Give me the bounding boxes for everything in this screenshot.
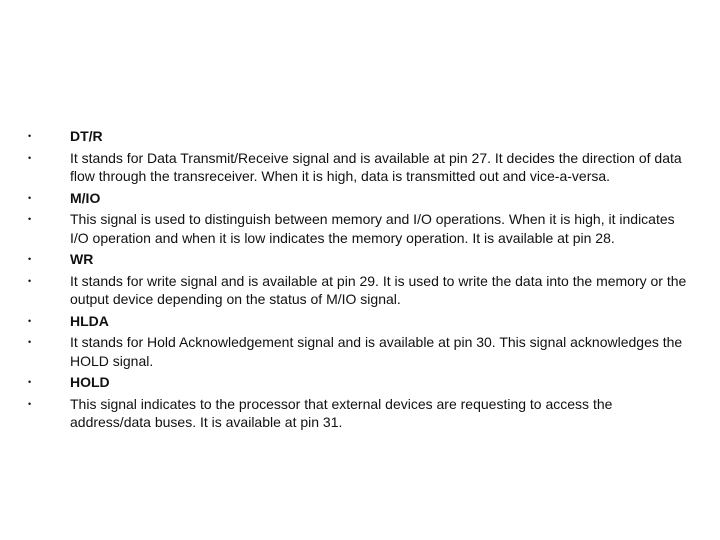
list-item-hlda-heading	[28, 312, 688, 331]
bullet-icon: •	[28, 131, 32, 141]
signal-description-dtr: It stands for Data Transmit/Receive signal and is available at pin 27. It decides the direction of data flow through the transreceiver. When it is high, data is transmitted out and vice-a-versa.	[70, 149, 682, 184]
bullet-icon: •	[28, 377, 32, 387]
bullet-icon: •	[28, 214, 32, 224]
bullet-list	[28, 127, 688, 435]
signal-heading-wr: WR	[70, 251, 94, 267]
bullet-icon: •	[28, 192, 32, 203]
bullet-icon: •	[28, 275, 32, 286]
bullet-icon: •	[28, 152, 32, 163]
list-item-mio-heading	[28, 189, 688, 208]
list-item-hold-heading	[28, 373, 688, 392]
bullet-icon: •	[28, 254, 32, 264]
list-item-hlda-description	[28, 333, 688, 370]
signal-description-hold: This signal indicates to the processor that external devices are requesting to access the address/data buses. It is available at pin 31.	[70, 395, 613, 430]
list-item-dtr-heading	[28, 127, 688, 146]
signal-description-mio: This signal is used to distinguish between memory and I/O operations. When it is high, it indicates I/O operation and when it is low indicates the memory operation. It is available at pin 28.	[70, 211, 675, 246]
bullet-icon: •	[28, 337, 32, 347]
signal-description-wr: It stands for write signal and is available at pin 29. It is used to write the data into the memory or the output device depending on the status of M/IO signal.	[70, 272, 687, 307]
bullet-icon: •	[28, 398, 32, 409]
list-item-hold-description	[28, 395, 688, 432]
list-item-wr-description	[28, 272, 688, 309]
signal-heading-hold: HOLD	[70, 374, 110, 390]
signal-description-hlda: It stands for Hold Acknowledgement signal and is available at pin 30. This signal acknowledges the HOLD signal.	[70, 334, 683, 369]
signal-heading-hlda: HLDA	[70, 312, 109, 329]
signal-heading-mio: M/IO	[70, 189, 101, 206]
signal-heading-dtr: DT/R	[70, 128, 103, 144]
bullet-icon: •	[28, 315, 32, 326]
list-item-dtr-description	[28, 149, 688, 186]
list-item-mio-description	[28, 210, 688, 247]
list-item-wr-heading	[28, 250, 688, 269]
